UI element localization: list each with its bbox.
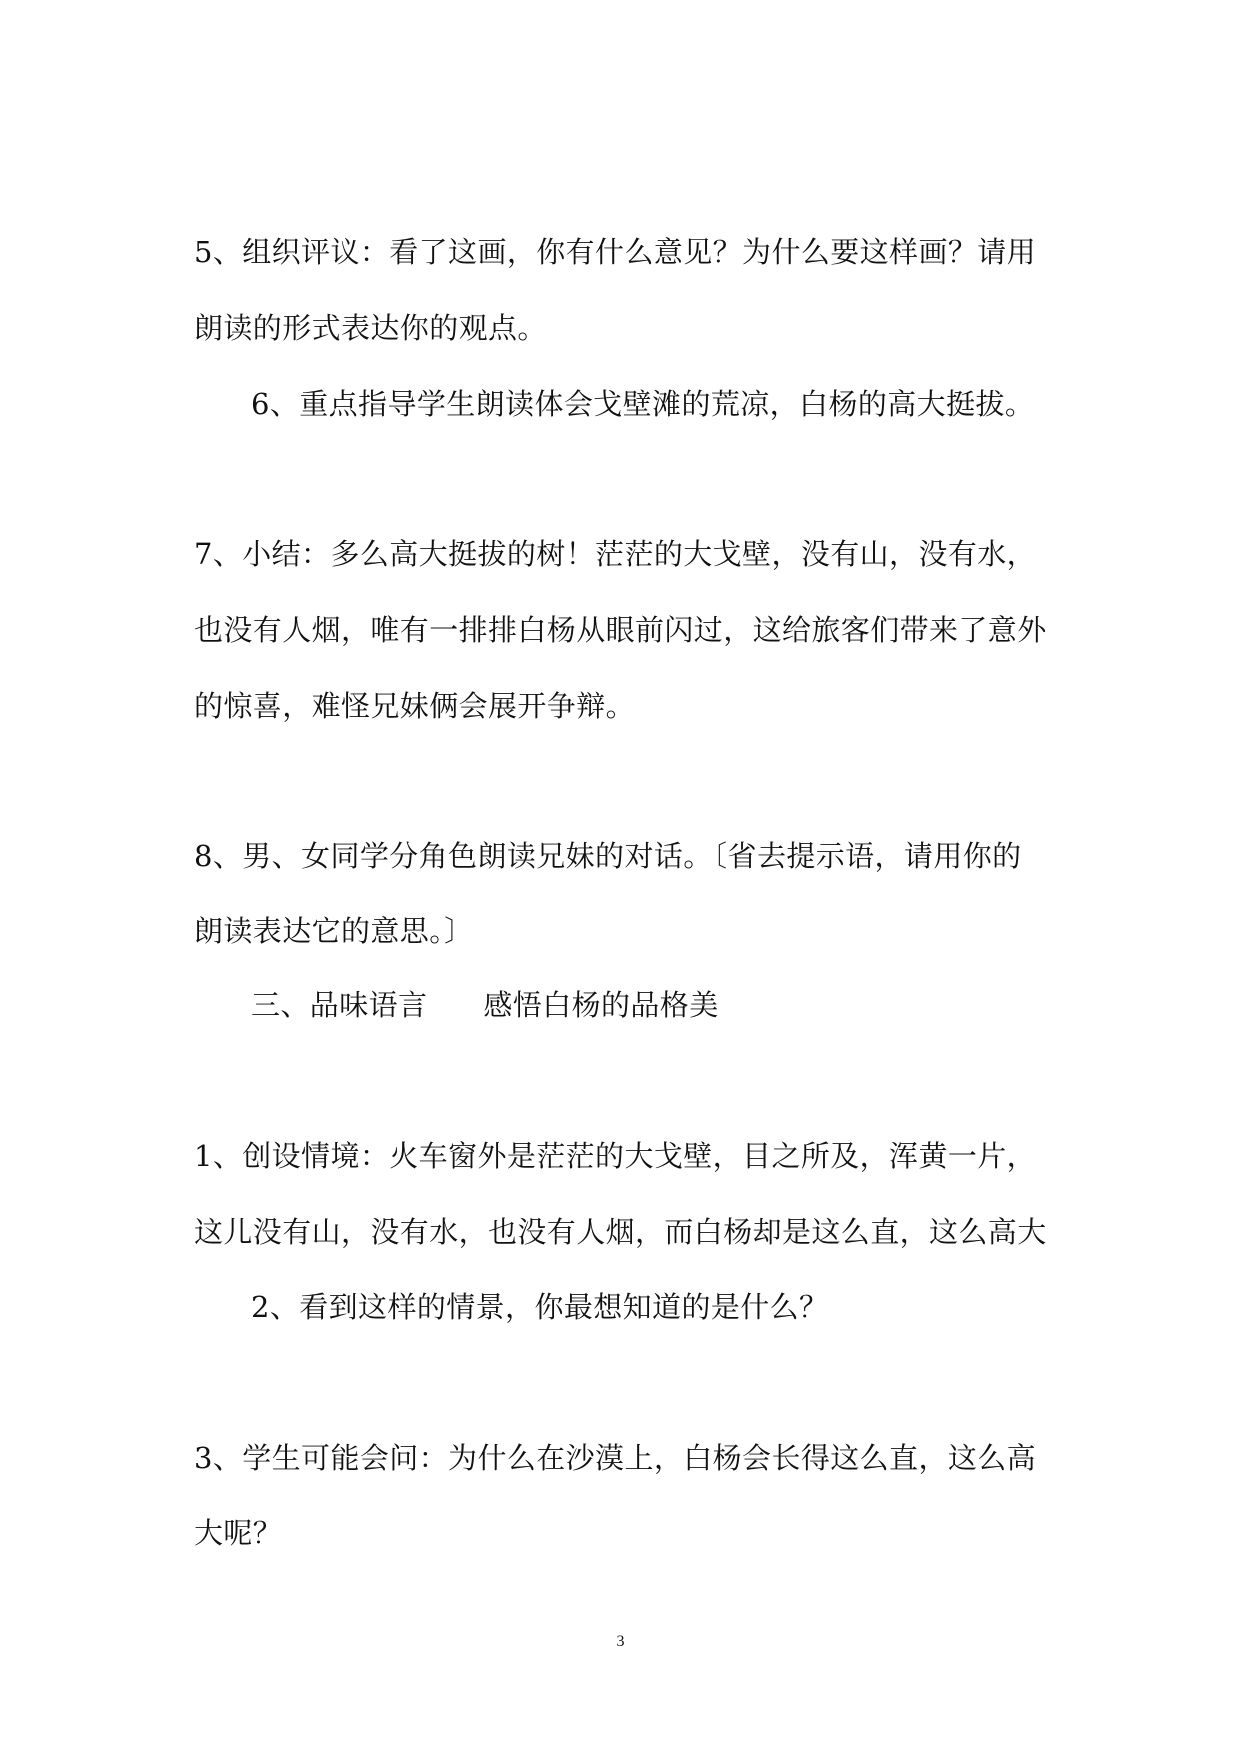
section-heading-title: 感悟白杨的品格美 [483,988,719,1022]
paragraph-5-line-1: 5、组织评议：看了这画，你有什么意见？为什么要这样画？请用 [194,235,1037,269]
paragraph-1-line-1: 1、创设情境：火车窗外是茫茫的大戈壁，目之所及，浑黄一片， [194,1139,1037,1173]
section-heading-number: 三、品味语言 [251,988,428,1022]
paragraph-7-line-1: 7、小结：多么高大挺拔的树！茫茫的大戈壁，没有山，没有水， [194,537,1037,571]
paragraph-3-line-1: 3、学生可能会问：为什么在沙漠上，白杨会长得这么直，这么高 [194,1441,1037,1475]
paragraph-5-line-2: 朗读的形式表达你的观点。 [194,311,547,345]
paragraph-7-line-2: 也没有人烟，唯有一排排白杨从眼前闪过，这给旅客们带来了意外 [194,613,1047,647]
paragraph-2: 2、看到这样的情景，你最想知道的是什么？ [251,1290,829,1324]
paragraph-1-line-2: 这儿没有山，没有水，也没有人烟，而白杨却是这么直，这么高大 [194,1215,1047,1249]
paragraph-7-line-3: 的惊喜，难怪兄妹俩会展开争辩。 [194,689,636,723]
paragraph-3-line-2: 大呢？ [194,1516,283,1550]
section-heading [251,985,719,1025]
paragraph-6: 6、重点指导学生朗读体会戈壁滩的荒凉，白杨的高大挺拔。 [251,387,1035,421]
paragraph-8-line-1: 8、男、女同学分角色朗读兄妹的对话。〔省去提示语，请用你的 [194,839,1022,873]
paragraph-8-line-2: 朗读表达它的意思。〕 [194,914,474,948]
page-number: 3 [616,1633,625,1650]
